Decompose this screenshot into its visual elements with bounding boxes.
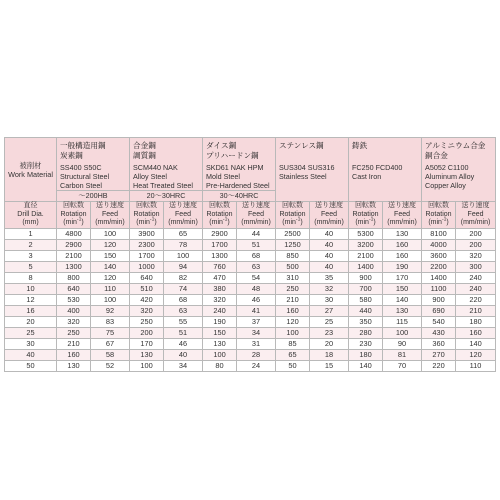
feed-header-jp: 送り速度 (461, 202, 490, 209)
feed-value-cell: 37 (237, 316, 276, 327)
material-en-line: Cast Iron (352, 172, 382, 181)
rotation-value-cell: 510 (130, 283, 164, 294)
rotation-unit-pre: (min (355, 219, 369, 226)
rotation-unit-post: ) (300, 219, 303, 226)
rotation-value-cell: 100 (276, 327, 310, 338)
feed-header-jp: 送り速度 (169, 202, 198, 209)
feed-value-cell: 78 (164, 239, 203, 250)
drill-diameter-cell: 20 (5, 316, 57, 327)
feed-value-cell: 46 (237, 294, 276, 305)
rotation-unit-pre: (min (282, 219, 296, 226)
feed-value-cell: 28 (237, 349, 276, 360)
rotation-value-cell: 270 (422, 349, 456, 360)
rotation-value-cell: 130 (57, 360, 91, 371)
rotation-header (130, 202, 164, 229)
feed-value-cell: 200 (456, 239, 496, 250)
rotation-unit-pre: (min (428, 219, 442, 226)
rotation-header (203, 202, 237, 229)
feed-value-cell: 100 (383, 327, 422, 338)
rotation-value-cell: 1700 (203, 239, 237, 250)
feed-header (383, 202, 422, 229)
rotation-header-en: Rotation (60, 210, 87, 218)
material-alloy-cell (130, 138, 203, 191)
material-jp-line: 銅合金 (425, 150, 448, 160)
table-row (5, 294, 496, 305)
feed-value-cell: 200 (456, 228, 496, 239)
rotation-unit-post: ) (373, 219, 376, 226)
rotation-header-jp: 回転数 (63, 202, 84, 209)
feed-value-cell: 31 (237, 338, 276, 349)
feed-value-cell: 40 (310, 250, 349, 261)
rotation-value-cell: 150 (203, 327, 237, 338)
rotation-value-cell: 470 (203, 272, 237, 283)
feed-value-cell: 68 (164, 294, 203, 305)
feed-value-cell: 82 (164, 272, 203, 283)
table-row (5, 228, 496, 239)
feed-header-en: Feed (321, 210, 337, 218)
cutting-data-body (5, 228, 496, 371)
rotation-value-cell: 100 (130, 360, 164, 371)
feed-value-cell: 70 (383, 360, 422, 371)
rotation-value-cell: 1250 (276, 239, 310, 250)
drill-diameter-cell: 40 (5, 349, 57, 360)
material-jp-line: プリハードン鋼 (206, 150, 259, 160)
rotation-header-en: Rotation (206, 210, 233, 218)
feed-header-unit: (mm/min) (460, 219, 491, 226)
rotation-unit-sup: -1 (222, 216, 228, 223)
feed-header-unit: (mm/min) (95, 219, 125, 226)
rotation-value-cell: 280 (349, 327, 383, 338)
material-en-line: Mold Steel (206, 172, 240, 181)
feed-value-cell: 120 (456, 349, 496, 360)
feed-value-cell: 180 (456, 316, 496, 327)
rotation-value-cell: 580 (349, 294, 383, 305)
feed-value-cell: 34 (237, 327, 276, 338)
rotation-value-cell: 2100 (57, 250, 91, 261)
rotation-value-cell: 220 (422, 360, 456, 371)
work-material-label-jp: 被削材 (19, 160, 42, 170)
table-row (5, 316, 496, 327)
work-material-label-cell (5, 138, 57, 202)
rotation-value-cell: 130 (203, 338, 237, 349)
hardness-cell: 20～30HRC (130, 191, 203, 202)
feed-value-cell: 46 (164, 338, 203, 349)
drill-diameter-cell: 1 (5, 228, 57, 239)
feed-header-unit: (mm/min) (387, 219, 417, 226)
feed-value-cell: 75 (91, 327, 130, 338)
cutting-conditions-table (4, 137, 496, 372)
feed-value-cell: 140 (383, 294, 422, 305)
material-jp-line: 調質鋼 (133, 150, 156, 160)
work-material-label-en: Work Material (8, 169, 53, 179)
feed-header (456, 202, 496, 229)
rotation-value-cell: 800 (57, 272, 91, 283)
material-stainless-cell (276, 138, 349, 202)
material-jp-line: 合金鋼 (133, 141, 156, 150)
cutting-conditions-table-wrapper (4, 137, 496, 372)
material-jp-line: 鋳鉄 (352, 141, 368, 150)
rotation-value-cell: 1700 (130, 250, 164, 261)
rotation-value-cell: 190 (203, 316, 237, 327)
rotation-value-cell: 350 (349, 316, 383, 327)
feed-value-cell: 140 (91, 261, 130, 272)
rotation-header (57, 202, 91, 229)
table-row (5, 327, 496, 338)
material-en-line: Aluminum Alloy (425, 172, 475, 181)
material-en-line: Pre-Hardened Steel (206, 181, 270, 190)
feed-value-cell: 40 (310, 239, 349, 250)
rotation-value-cell: 2900 (57, 239, 91, 250)
rotation-header (349, 202, 383, 229)
feed-value-cell: 110 (91, 283, 130, 294)
drill-diameter-cell: 3 (5, 250, 57, 261)
rotation-value-cell: 50 (276, 360, 310, 371)
table-row (5, 349, 496, 360)
rotation-value-cell: 320 (130, 305, 164, 316)
rotation-value-cell: 200 (130, 327, 164, 338)
rotation-value-cell: 210 (57, 338, 91, 349)
feed-value-cell: 52 (91, 360, 130, 371)
rotation-value-cell: 2100 (349, 250, 383, 261)
material-en-line: SCM440 NAK (133, 163, 178, 172)
rotation-value-cell: 360 (422, 338, 456, 349)
material-en-line: Alloy Steel (133, 172, 167, 181)
material-en-line: Stainless Steel (279, 172, 327, 181)
feed-value-cell: 140 (456, 338, 496, 349)
material-en-line: SS400 S50C (60, 163, 102, 172)
feed-value-cell: 15 (310, 360, 349, 371)
feed-value-cell: 100 (91, 294, 130, 305)
feed-header-en: Feed (394, 210, 411, 218)
feed-value-cell: 51 (164, 327, 203, 338)
rotation-value-cell: 380 (203, 283, 237, 294)
material-aluminum-cell (422, 138, 496, 202)
rotation-value-cell: 540 (422, 316, 456, 327)
material-jp-line: ステンレス鋼 (279, 141, 324, 150)
table-row (5, 239, 496, 250)
feed-value-cell: 100 (164, 250, 203, 261)
feed-value-cell: 220 (456, 294, 496, 305)
rotation-value-cell: 130 (130, 349, 164, 360)
feed-value-cell: 240 (456, 283, 496, 294)
rotation-unit-post: ) (154, 219, 157, 226)
feed-value-cell: 160 (383, 239, 422, 250)
material-en-line: Heat Treated Steel (133, 181, 193, 190)
rotation-value-cell: 500 (276, 261, 310, 272)
feed-header-jp: 送り速度 (96, 202, 124, 209)
rotation-value-cell: 100 (203, 349, 237, 360)
feed-header (310, 202, 349, 229)
rotation-value-cell: 120 (276, 316, 310, 327)
rotation-header-unit (276, 216, 309, 228)
rotation-header-unit (349, 216, 382, 228)
feed-value-cell: 65 (164, 228, 203, 239)
feed-value-cell: 25 (310, 316, 349, 327)
material-die-steel-cell (203, 138, 276, 191)
rotation-value-cell: 8100 (422, 228, 456, 239)
rotation-header-en: Rotation (279, 210, 306, 218)
feed-value-cell: 24 (237, 360, 276, 371)
feed-header (164, 202, 203, 229)
drill-diameter-cell: 25 (5, 327, 57, 338)
feed-header-en: Feed (175, 210, 191, 218)
rotation-value-cell: 85 (276, 338, 310, 349)
rotation-unit-sup: -1 (76, 216, 82, 223)
rotation-value-cell: 310 (276, 272, 310, 283)
feed-header (91, 202, 130, 229)
feed-value-cell: 320 (456, 250, 496, 261)
feed-value-cell: 120 (91, 239, 130, 250)
rotation-unit-pre: (min (136, 219, 150, 226)
material-cast-iron-cell (349, 138, 422, 202)
rotation-value-cell: 250 (57, 327, 91, 338)
rotation-unit-post: ) (227, 219, 230, 226)
feed-value-cell: 240 (456, 272, 496, 283)
table-row (5, 283, 496, 294)
column-header-row (5, 202, 496, 229)
feed-value-cell: 40 (310, 228, 349, 239)
feed-header-unit: (mm/min) (168, 219, 198, 226)
rotation-value-cell: 210 (276, 294, 310, 305)
feed-value-cell: 190 (383, 261, 422, 272)
feed-value-cell: 90 (383, 338, 422, 349)
hardness-cell: 30～40HRC (203, 191, 276, 202)
feed-value-cell: 63 (164, 305, 203, 316)
diameter-header-jp: 直径 (23, 202, 38, 209)
feed-value-cell: 67 (91, 338, 130, 349)
feed-value-cell: 100 (91, 228, 130, 239)
rotation-header-jp: 回転数 (209, 202, 231, 209)
rotation-header-unit (130, 216, 163, 228)
feed-value-cell: 48 (237, 283, 276, 294)
feed-value-cell: 81 (383, 349, 422, 360)
rotation-value-cell: 900 (422, 294, 456, 305)
rotation-unit-post: ) (81, 219, 84, 226)
feed-value-cell: 63 (237, 261, 276, 272)
feed-value-cell: 120 (91, 272, 130, 283)
rotation-value-cell: 140 (349, 360, 383, 371)
feed-value-cell: 68 (237, 250, 276, 261)
rotation-value-cell: 640 (57, 283, 91, 294)
feed-value-cell: 20 (310, 338, 349, 349)
table-row (5, 305, 496, 316)
rotation-value-cell: 3200 (349, 239, 383, 250)
feed-header-unit: (mm/min) (314, 219, 344, 226)
material-en-line: Structural Steel (60, 172, 110, 181)
drill-diameter-cell: 2 (5, 239, 57, 250)
feed-value-cell: 55 (164, 316, 203, 327)
drill-diameter-cell: 12 (5, 294, 57, 305)
rotation-value-cell: 320 (57, 316, 91, 327)
rotation-value-cell: 2900 (203, 228, 237, 239)
drill-diameter-cell: 10 (5, 283, 57, 294)
feed-value-cell: 150 (91, 250, 130, 261)
feed-value-cell: 74 (164, 283, 203, 294)
feed-value-cell: 150 (383, 283, 422, 294)
table-row (5, 360, 496, 371)
drill-diameter-cell: 50 (5, 360, 57, 371)
drill-diameter-cell: 30 (5, 338, 57, 349)
table-row (5, 250, 496, 261)
feed-header-en: Feed (102, 210, 118, 218)
feed-value-cell: 27 (310, 305, 349, 316)
material-steel-cell (57, 138, 130, 191)
rotation-unit-pre: (min (209, 219, 223, 226)
rotation-value-cell: 4000 (422, 239, 456, 250)
feed-value-cell: 160 (383, 250, 422, 261)
rotation-value-cell: 690 (422, 305, 456, 316)
feed-header-en: Feed (248, 210, 264, 218)
rotation-value-cell: 530 (57, 294, 91, 305)
rotation-value-cell: 170 (130, 338, 164, 349)
rotation-unit-sup: -1 (149, 216, 155, 223)
diameter-header (5, 202, 57, 229)
rotation-unit-pre: (min (63, 219, 77, 226)
rotation-header-en: Rotation (352, 210, 379, 218)
rotation-header-unit (203, 216, 236, 228)
material-jp-line: 一般構造用鋼 (60, 141, 106, 150)
rotation-unit-post: ) (446, 219, 449, 226)
rotation-header (422, 202, 456, 229)
rotation-header-en: Rotation (425, 210, 452, 218)
feed-value-cell: 130 (383, 305, 422, 316)
feed-value-cell: 34 (164, 360, 203, 371)
rotation-unit-sup: -1 (441, 216, 447, 223)
drill-diameter-cell: 5 (5, 261, 57, 272)
feed-value-cell: 58 (91, 349, 130, 360)
feed-value-cell: 41 (237, 305, 276, 316)
rotation-header-jp: 回転数 (136, 202, 158, 209)
table-row (5, 272, 496, 283)
feed-header-jp: 送り速度 (388, 202, 417, 209)
rotation-value-cell: 80 (203, 360, 237, 371)
rotation-unit-sup: -1 (368, 216, 374, 223)
material-en-line: SUS304 SUS316 (279, 163, 335, 172)
rotation-value-cell: 160 (57, 349, 91, 360)
rotation-value-cell: 180 (349, 349, 383, 360)
material-en-line: Copper Alloy (425, 181, 466, 190)
rotation-header-jp: 回転数 (355, 202, 377, 209)
material-en-line: A5052 C1100 (425, 163, 469, 172)
feed-value-cell: 110 (456, 360, 496, 371)
rotation-value-cell: 1400 (422, 272, 456, 283)
feed-value-cell: 44 (237, 228, 276, 239)
rotation-value-cell: 160 (276, 305, 310, 316)
material-header-row (5, 138, 496, 191)
rotation-value-cell: 2200 (422, 261, 456, 272)
rotation-value-cell: 760 (203, 261, 237, 272)
feed-value-cell: 300 (456, 261, 496, 272)
rotation-value-cell: 1300 (203, 250, 237, 261)
feed-header-unit: (mm/min) (241, 219, 271, 226)
feed-value-cell: 54 (237, 272, 276, 283)
material-en-line: FC250 FCD400 (352, 163, 403, 172)
rotation-value-cell: 250 (130, 316, 164, 327)
rotation-value-cell: 1400 (349, 261, 383, 272)
feed-value-cell: 92 (91, 305, 130, 316)
rotation-value-cell: 65 (276, 349, 310, 360)
rotation-value-cell: 900 (349, 272, 383, 283)
rotation-value-cell: 3900 (130, 228, 164, 239)
feed-value-cell: 30 (310, 294, 349, 305)
rotation-value-cell: 400 (57, 305, 91, 316)
material-jp-line: 炭素鋼 (60, 150, 83, 160)
rotation-value-cell: 850 (276, 250, 310, 261)
rotation-value-cell: 440 (349, 305, 383, 316)
feed-value-cell: 40 (310, 261, 349, 272)
feed-value-cell: 40 (164, 349, 203, 360)
feed-value-cell: 210 (456, 305, 496, 316)
material-jp-line: ダイス鋼 (206, 141, 237, 150)
rotation-value-cell: 320 (203, 294, 237, 305)
feed-header-jp: 送り速度 (315, 202, 344, 209)
rotation-value-cell: 1300 (57, 261, 91, 272)
drill-diameter-cell: 16 (5, 305, 57, 316)
diameter-header-en: Drill Dia. (17, 210, 44, 218)
rotation-header-en: Rotation (133, 210, 160, 218)
rotation-unit-sup: -1 (295, 216, 301, 223)
feed-header-jp: 送り速度 (242, 202, 271, 209)
feed-value-cell: 18 (310, 349, 349, 360)
feed-header (237, 202, 276, 229)
rotation-value-cell: 5300 (349, 228, 383, 239)
material-en-line: Carbon Steel (60, 181, 102, 190)
rotation-header-unit (422, 216, 455, 228)
table-row (5, 261, 496, 272)
rotation-header-jp: 回転数 (282, 202, 304, 209)
rotation-value-cell: 420 (130, 294, 164, 305)
table-row (5, 338, 496, 349)
feed-value-cell: 32 (310, 283, 349, 294)
rotation-value-cell: 250 (276, 283, 310, 294)
feed-value-cell: 170 (383, 272, 422, 283)
rotation-value-cell: 430 (422, 327, 456, 338)
rotation-value-cell: 240 (203, 305, 237, 316)
feed-value-cell: 115 (383, 316, 422, 327)
drill-diameter-cell: 8 (5, 272, 57, 283)
rotation-header-jp: 回転数 (428, 202, 450, 209)
diameter-header-unit: (mm) (22, 219, 39, 226)
feed-value-cell: 35 (310, 272, 349, 283)
feed-value-cell: 23 (310, 327, 349, 338)
rotation-value-cell: 1000 (130, 261, 164, 272)
material-en-line: SKD61 NAK HPM (206, 163, 264, 172)
rotation-value-cell: 3600 (422, 250, 456, 261)
rotation-value-cell: 640 (130, 272, 164, 283)
feed-value-cell: 83 (91, 316, 130, 327)
feed-value-cell: 51 (237, 239, 276, 250)
feed-value-cell: 94 (164, 261, 203, 272)
rotation-value-cell: 2300 (130, 239, 164, 250)
rotation-value-cell: 700 (349, 283, 383, 294)
rotation-value-cell: 2500 (276, 228, 310, 239)
feed-value-cell: 160 (456, 327, 496, 338)
rotation-header (276, 202, 310, 229)
rotation-value-cell: 4800 (57, 228, 91, 239)
rotation-value-cell: 1100 (422, 283, 456, 294)
hardness-cell: ～200HB (57, 191, 130, 202)
rotation-header-unit (57, 216, 90, 228)
feed-value-cell: 130 (383, 228, 422, 239)
rotation-value-cell: 230 (349, 338, 383, 349)
feed-header-en: Feed (467, 210, 484, 218)
material-jp-line: アルミニウム合金 (425, 141, 486, 150)
